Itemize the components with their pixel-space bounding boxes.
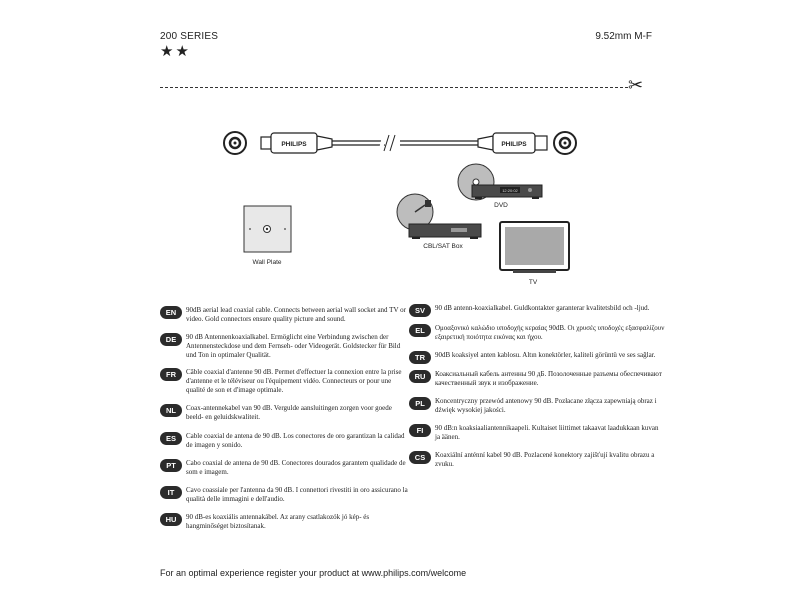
lang-block-cs <box>409 451 665 469</box>
lang-text: Cabo coaxial de antena de 90 dB. Conectores dourados garantem qualidade de som e imagem. <box>186 459 406 476</box>
left-socket-icon <box>224 132 246 154</box>
lang-badge: HU <box>160 513 182 526</box>
lang-block-el <box>409 324 665 342</box>
lang-text: Cavo coassiale per l'antenna da 90 dB. I connettori rivestiti in oro assicurano la qualità delle immagini e dell'audio. <box>186 486 408 503</box>
lang-text: Câble coaxial d'antenne 90 dB. Permet d'effectuer la connexion entre la prise d'antenne et le téléviseur ou l'équipement vidéo. Connecteurs or pour une qualité de son et d'image optimale. <box>186 368 402 394</box>
lang-block-sv <box>409 304 665 317</box>
lang-text: Коаксиальный кабель антенны 90 дБ. Позолоченные разъемы обеспечивают качественный звук и изображение. <box>435 370 662 387</box>
lang-badge: SV <box>409 304 431 317</box>
lang-text: Coax-antennekabel van 90 dB. Vergulde aansluitingen zorgen voor goede beeld- en geluidskwaliteit. <box>186 404 392 421</box>
lang-block-fr <box>160 368 408 395</box>
lang-text: Koncentryczny przewód antenowy 90 dB. Pozłacane złącza zapewniają obraz i dźwięk wysokiej jakości. <box>435 397 657 414</box>
lang-badge: NL <box>160 404 182 417</box>
lang-badge: EN <box>160 306 182 319</box>
lang-block-ru <box>409 370 665 388</box>
tv-icon <box>500 222 569 273</box>
lang-badge: PL <box>409 397 431 410</box>
cbl-sat-label: CBL/SAT Box <box>423 243 463 250</box>
lang-text: 90 dB-es koaxiális antennakábel. Az arany csatlakozók jó kép- és hangminőséget biztosítanak. <box>186 513 370 530</box>
brand-left: PHILIPS <box>281 141 307 148</box>
right-plug <box>478 133 547 153</box>
lang-block-de <box>160 333 408 360</box>
lang-badge: EL <box>409 324 431 337</box>
lang-text: 90 dB:n koaksiaaliantennikaapeli. Kultaiset liittimet takaavat laadukkaan kuvan ja äänen. <box>435 424 659 441</box>
lang-badge: FI <box>409 424 431 437</box>
cable-size: 9.52mm M-F <box>595 31 652 42</box>
scissors-icon: ✂ <box>628 75 644 95</box>
lang-badge: FR <box>160 368 182 381</box>
lang-text: Koaxiální anténní kabel 90 dB. Pozlacené konektory zajišťují kvalitu obrazu a zvuku. <box>435 451 655 468</box>
lang-text: 90 dB antenn-koaxialkabel. Guldkontakter garanterar kvalitetsbild och -ljud. <box>435 304 650 312</box>
lang-text: Cable coaxial de antena de 90 dB. Los conectores de oro garantizan la calidad de imagen y sonido. <box>186 432 405 449</box>
lang-badge: RU <box>409 370 431 383</box>
lang-text: 90dB koaksiyel anten kablosu. Altın konektörler, kaliteli görüntü ve ses sağlar. <box>435 351 656 359</box>
lang-badge: PT <box>160 459 182 472</box>
series-title: 200 SERIES <box>160 31 219 42</box>
lang-block-pl <box>409 397 665 415</box>
wall-plate-label: Wall Plate <box>252 259 282 266</box>
lang-badge: CS <box>409 451 431 464</box>
lang-badge: DE <box>160 333 182 346</box>
dvd-label: DVD <box>494 202 508 209</box>
lang-badge: ES <box>160 432 182 445</box>
lang-block-it <box>160 486 408 504</box>
register-footer: For an optimal experience register your product at www.philips.com/welcome <box>160 568 467 578</box>
satellite-box-icon <box>397 194 481 239</box>
connection-diagram <box>0 0 808 300</box>
lang-block-nl <box>160 404 408 422</box>
dvd-player-icon <box>458 164 542 200</box>
lang-text: 90dB aerial lead coaxial cable. Connects between aerial wall socket and TV or video. Gold connectors ensure quality picture and sound. <box>186 306 406 323</box>
lang-block-fi <box>409 424 665 442</box>
lang-block-hu <box>160 513 408 531</box>
lang-block-es <box>160 432 408 450</box>
lang-block-tr <box>409 351 665 364</box>
lang-block-en <box>160 306 408 324</box>
rating-stars: ★★ <box>160 43 191 60</box>
right-socket-icon <box>554 132 576 154</box>
lang-text: 90 dB Antennenkoaxialkabel. Ermöglicht eine Verbindung zwischen der Antennensteckdose und dem Fernseh- oder Videogerät. Goldstecker für Bild und Ton in optimaler Qualität. <box>186 333 401 359</box>
tv-label: TV <box>528 279 538 286</box>
dvd-display: 12:20:02 <box>502 188 518 193</box>
lang-block-pt <box>160 459 408 477</box>
lang-text: Ομοαξονικό καλώδιο υποδοχής κεραίας 90dB. Οι χρυσές υποδοχές εξασφαλίζουν εξαιρετική ποιότητα εικόνας και ήχου. <box>435 324 665 341</box>
left-plug <box>261 133 332 153</box>
brand-right: PHILIPS <box>501 141 527 148</box>
lang-badge: IT <box>160 486 182 499</box>
wall-plate-icon <box>244 206 291 252</box>
lang-badge: TR <box>409 351 431 364</box>
